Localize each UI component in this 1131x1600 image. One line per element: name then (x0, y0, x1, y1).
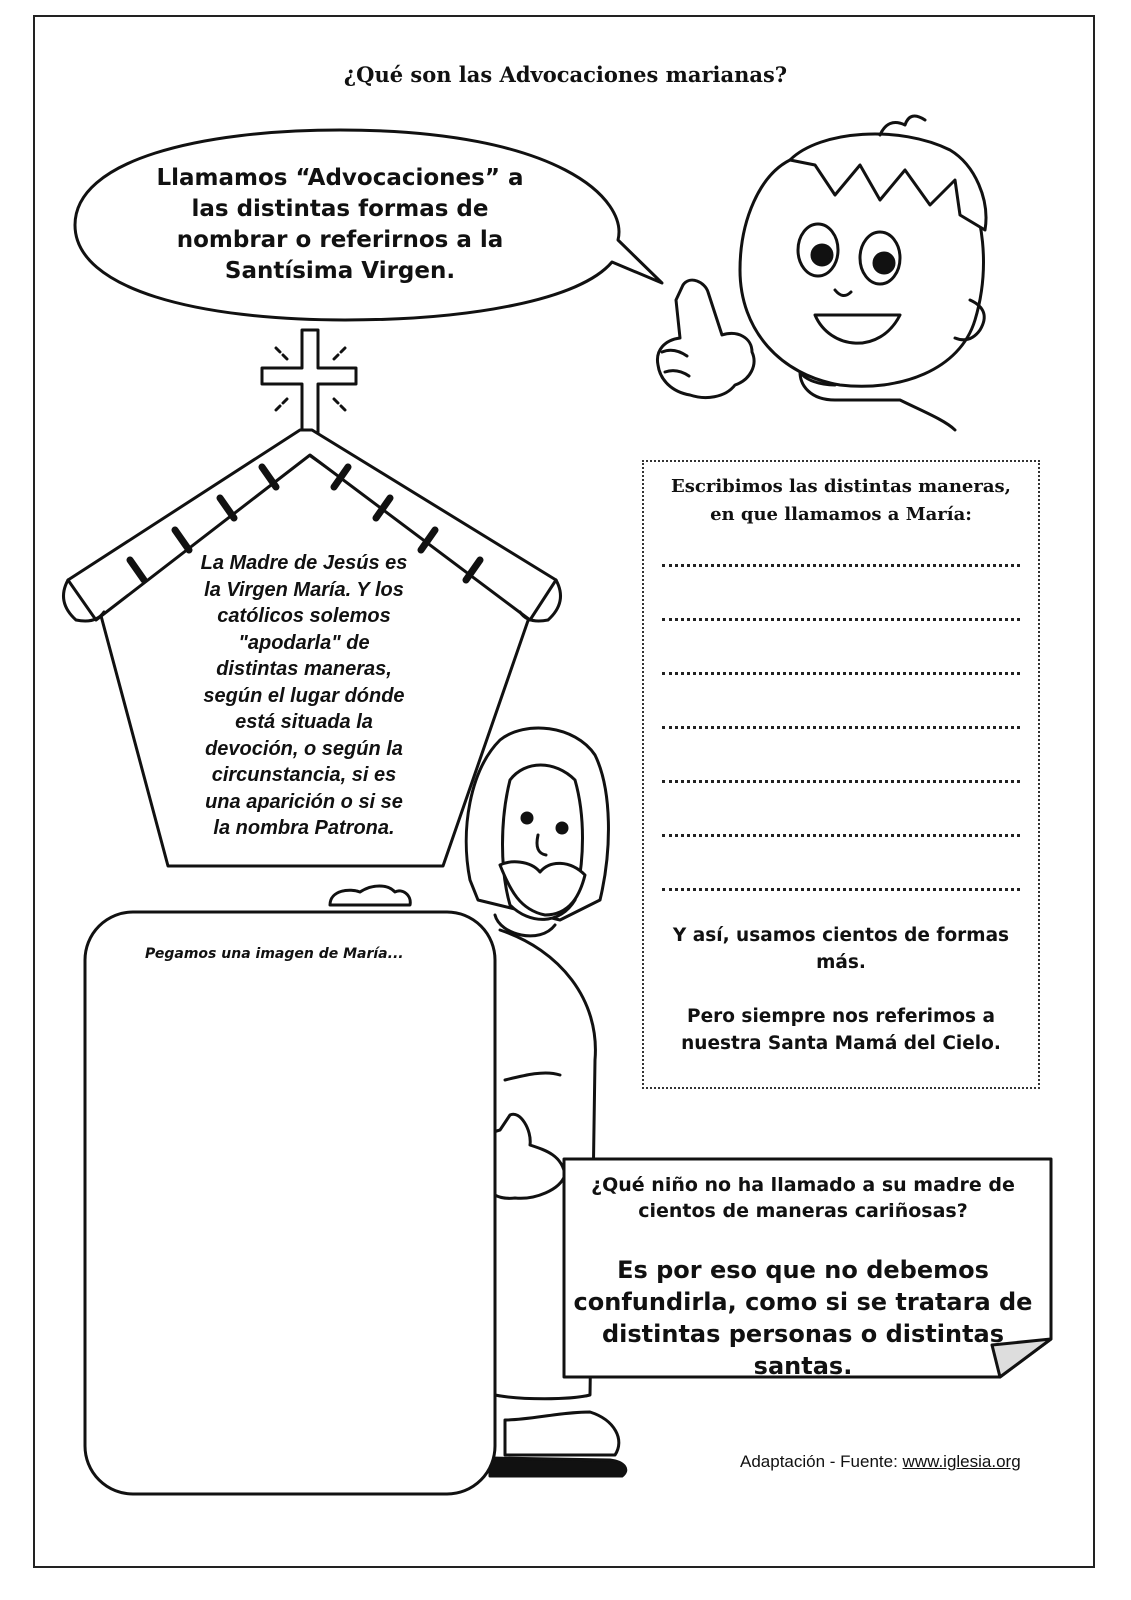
house-line: devoción, o según la (205, 737, 403, 760)
house-text (172, 550, 436, 842)
picture-card-label: Pegamos una imagen de María... (145, 946, 404, 962)
speech-line: las distintas formas de (191, 196, 489, 222)
cross-icon (262, 330, 356, 434)
speech-line: Santísima Virgen. (224, 258, 456, 284)
note-question-line: cientos de maneras cariñosas? (638, 1200, 968, 1222)
write-line[interactable] (662, 668, 1020, 675)
credit-link[interactable]: www.iglesia.org (902, 1452, 1021, 1471)
note-answer-line: Es por eso que no debemos (617, 1256, 989, 1284)
house-line: la Virgen María. Y los (204, 578, 404, 601)
list-footer-2 (650, 1003, 1032, 1057)
list-heading (650, 473, 1032, 529)
write-line[interactable] (662, 614, 1020, 621)
house-line: está situada la (235, 711, 373, 733)
note-answer-line: distintas personas o distintas santas. (601, 1320, 1005, 1380)
house-line: una aparición o si se (205, 790, 403, 813)
page-title: ¿Qué son las Advocaciones marianas? (343, 62, 788, 87)
list-footer-1 (650, 922, 1032, 976)
write-line[interactable] (662, 830, 1020, 837)
note-question-line: ¿Qué niño no ha llamado a su madre de (591, 1174, 1015, 1196)
note-question (568, 1172, 1038, 1224)
list-heading-line: Escribimos las distintas maneras, (671, 476, 1011, 497)
house-line: "apodarla" de (238, 631, 370, 654)
list-footer-line: Pero siempre nos referimos a (687, 1006, 995, 1027)
list-footer-line: más. (816, 952, 866, 973)
list-footer-line: nuestra Santa Mamá del Cielo. (681, 1033, 1001, 1054)
credit-line (740, 1452, 1060, 1472)
note-answer (568, 1254, 1038, 1382)
write-line[interactable] (662, 560, 1020, 567)
write-line[interactable] (662, 884, 1020, 891)
list-heading-line: en que llamamos a María: (710, 504, 972, 525)
write-line[interactable] (662, 776, 1020, 783)
list-footer-line: Y así, usamos cientos de formas (672, 925, 1010, 946)
speech-line: Llamamos “Advocaciones” a (156, 165, 524, 191)
boy-illustration (657, 116, 985, 430)
speech-bubble-text (120, 163, 560, 287)
house-line: circunstancia, si es (211, 764, 397, 786)
speech-line: nombrar o referirnos a la (176, 227, 504, 253)
note-answer-line: confundirla, como si se tratara de (573, 1288, 1033, 1316)
house-line: católicos solemos (217, 605, 391, 627)
house-line: La Madre de Jesús es (200, 552, 408, 574)
house-line: la nombra Patrona. (213, 817, 395, 839)
credit-prefix: Adaptación - Fuente: (740, 1452, 903, 1471)
write-line[interactable] (662, 722, 1020, 729)
picture-card (85, 912, 495, 1494)
house-line: según el lugar dónde (203, 684, 405, 707)
house-line: distintas maneras, (216, 658, 392, 680)
list-footer (650, 922, 1032, 1057)
